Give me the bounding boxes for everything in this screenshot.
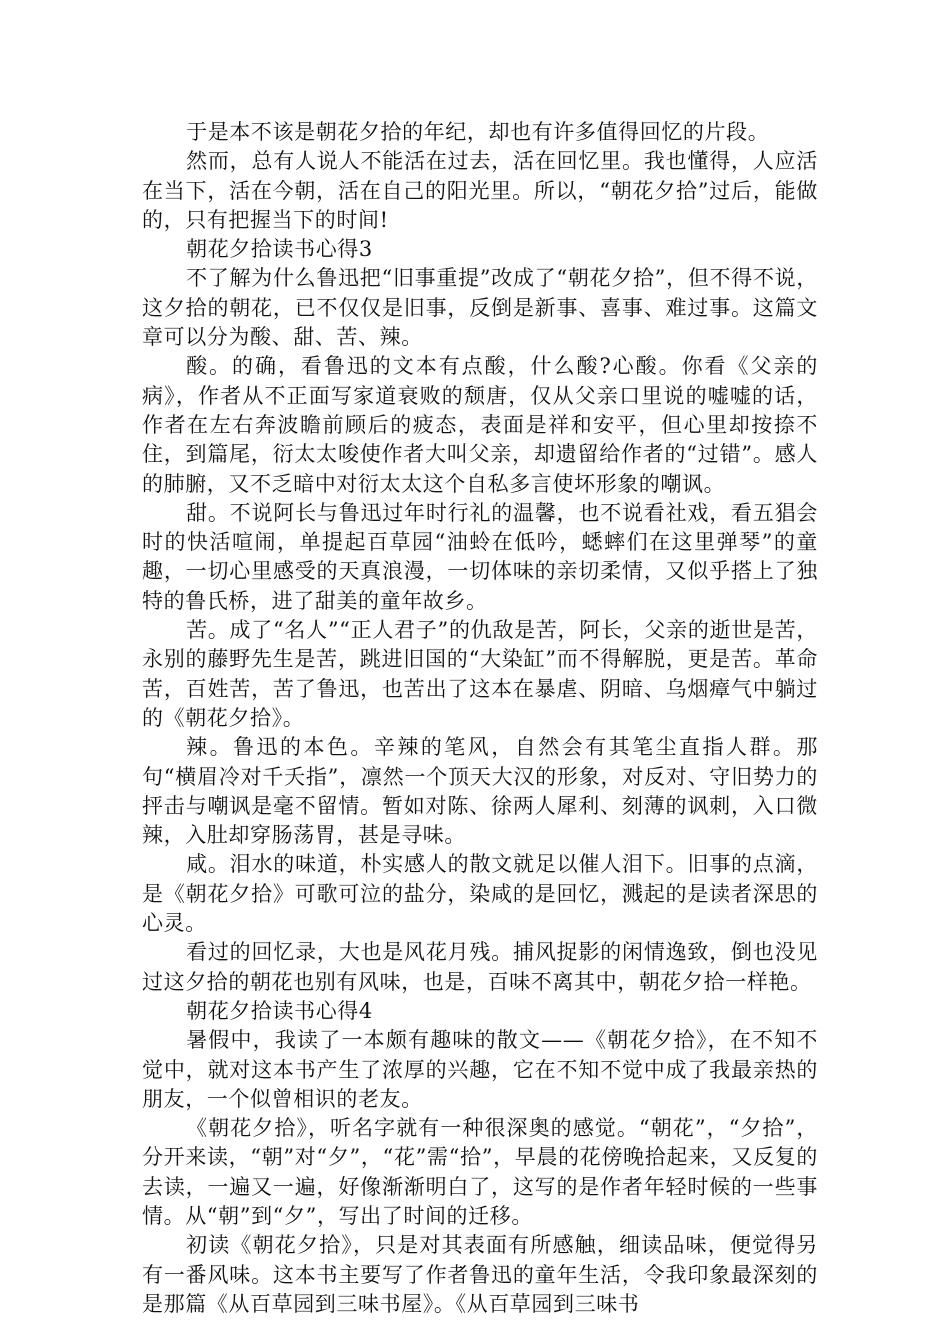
paragraph: 甜。不说阿长与鲁迅过年时行礼的温馨，也不说看社戏，看五猖会时的快活喧闹，单提起百草园“油蛉在低吟，蟋蟀们在这里弹琴”的童趣，一切心里感受的天真浪漫，一切体味的亲切柔情，又似乎搭上了独特的鲁氏桥，进了甜美的童年故乡。 [142, 500, 818, 613]
paragraph: 看过的回忆录，大也是风花月残。捕风捉影的闲情逸致，倒也没见过这夕拾的朝花也别有风味，也是，百味不离其中，朝花夕拾一样艳。 [142, 940, 818, 994]
paragraph: 初读《朝花夕拾》，只是对其表面有所感触，细读品味，便觉得另有一番风味。这本书主要写了作者鲁迅的童年生活，令我印象最深刻的是那篇《从百草园到三味书屋》。《从百草园到三味书 [142, 1233, 818, 1316]
paragraph: 辣。鲁迅的本色。辛辣的笔风，自然会有其笔尘直指人群。那句“横眉冷对千夭指”，凛然一个顶天大汉的形象，对反对、守旧势力的抨击与嘲讽是毫不留情。暂如对陈、徐两人犀利、刻薄的讽刺，入口微辣，入肚却穿肠荡胃，甚是寻味。 [142, 735, 818, 848]
document-page [142, 118, 818, 1319]
section-heading: 朝花夕拾读书心得3 [186, 237, 373, 262]
paragraph: 暑假中，我读了一本颇有趣味的散文——《朝花夕拾》，在不知不觉中，就对这本书产生了浓厚的兴趣，它在不知不觉中成了我最亲热的朋友，一个似曾相识的老友。 [142, 1028, 818, 1111]
paragraph: 《朝花夕拾》，听名字就有一种很深奥的感觉。“朝花”，“夕拾”，分开来读，“朝”对“夕”，“花”需“拾”，早晨的花傍晚拾起来，又反复的去读，一遍又一遍，好像渐渐明白了，这写的是作者年轻时候的一些事情。从“朝”到“夕”，写出了时间的迁移。 [142, 1116, 818, 1228]
section-heading: 朝花夕拾读书心得4 [186, 998, 373, 1023]
paragraph: 酸。的确，看鲁迅的文本有点酸，什么酸?心酸。你看《父亲的病》，作者从不正面写家道衰败的颓唐，仅从父亲口里说的嘘嘘的话，作者在左右奔波瞻前顾后的疲态，表面是祥和安平，但心里却按捺不住，到篇尾，衍太太唆使作者大叫父亲，却遗留给作者的“过错”。感人的肺腑，又不乏暗中对衍太太这个自私多言使坏形象的嘲讽。 [142, 354, 818, 496]
paragraph: 然而，总有人说人不能活在过去，活在回忆里。我也懂得，人应活在当下，活在今朝，活在自己的阳光里。所以，“朝花夕拾”过后，能做的，只有把握当下的时间! [142, 149, 818, 232]
paragraph: 咸。泪水的味道，朴实感人的散文就足以催人泪下。旧事的点滴，是《朝花夕拾》可歌可泣的盐分，染咸的是回忆，溅起的是读者深思的心灵。 [142, 852, 818, 936]
paragraph: 不了解为什么鲁迅把“旧事重提”改成了“朝花夕拾”，但不得不说，这夕拾的朝花，已不仅仅是旧事，反倒是新事、喜事、难过事。这篇文章可以分为酸、甜、苦、辣。 [142, 266, 818, 350]
paragraph: 于是本不该是朝花夕拾的年纪，却也有许多值得回忆的片段。 [186, 120, 770, 144]
paragraph: 苦。成了“名人”“正人君子”的仇敌是苦，阿长，父亲的逝世是苦，永别的藤野先生是苦，跳进旧国的“大染缸”而不得解脱，更是苦。革命苦，百姓苦，苦了鲁迅，也苦出了这本在暴虐、阴暗、乌烟瘴气中躺过的《朝花夕拾》。 [142, 618, 818, 730]
